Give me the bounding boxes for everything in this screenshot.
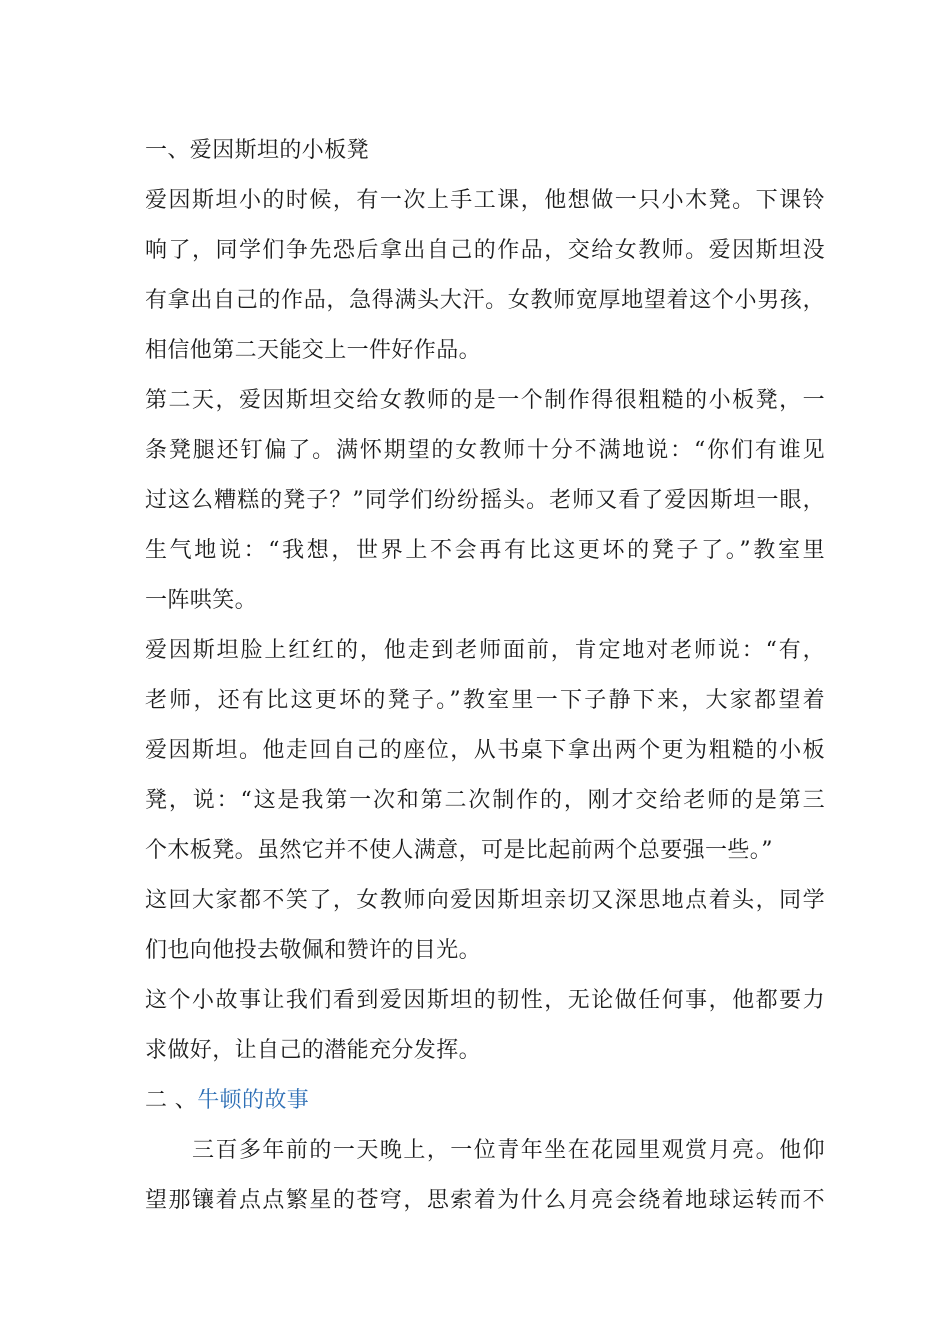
paragraph-line: 望那镶着点点繁星的苍穹，思索着为什么月亮会绕着地球运转而不 (145, 1188, 825, 1213)
paragraph-line: 爱因斯坦脸上红红的，他走到老师面前，肯定地对老师说：“有， (145, 638, 825, 663)
paragraph-line: 们也向他投去敬佩和赞许的目光。 (145, 938, 482, 963)
paragraph-line: 老师，还有比这更坏的凳子。”教室里一下子静下来，大家都望着 (145, 688, 825, 713)
section-2-heading (145, 1081, 825, 1131)
paragraph-line: 爱因斯坦。他走回自己的座位，从书桌下拿出两个更为粗糙的小板 (145, 738, 825, 763)
paragraph-line: 有拿出自己的作品，急得满头大汗。女教师宽厚地望着这个小男孩， (145, 288, 825, 313)
section-2-heading-title[interactable]: 牛顿的故事 (197, 1088, 310, 1113)
paragraph-line: 响了，同学们争先恐后拿出自己的作品，交给女教师。爱因斯坦没 (145, 238, 825, 263)
paragraph-line: 个木板凳。虽然它并不使人满意，可是比起前两个总要强一些。” (145, 838, 773, 863)
paragraph-line: 求做好，让自己的潜能充分发挥。 (145, 1038, 482, 1063)
section-2-heading-prefix: 二 、 (145, 1088, 198, 1113)
paragraph-line: 条凳腿还钉偏了。满怀期望的女教师十分不满地说：“你们有谁见 (145, 438, 825, 463)
paragraph-line: 第二天，爱因斯坦交给女教师的是一个制作得很粗糙的小板凳，一 (145, 388, 825, 413)
paragraph-line: 这个小故事让我们看到爱因斯坦的韧性，无论做任何事，他都要力 (145, 988, 825, 1013)
document-body (145, 131, 825, 1231)
paragraph-line: 一阵哄笑。 (145, 588, 258, 613)
paragraph-line: 三百多年前的一天晚上，一位青年坐在花园里观赏月亮。他仰 (145, 1138, 825, 1163)
paragraph-line: 生气地说：“我想，世界上不会再有比这更坏的凳子了。”教室里 (145, 538, 825, 563)
paragraph-line: 凳，说：“这是我第一次和第二次制作的，刚才交给老师的是第三 (145, 788, 825, 813)
paragraph-line: 这回大家都不笑了，女教师向爱因斯坦亲切又深思地点着头，同学 (145, 888, 825, 913)
paragraph-line: 爱因斯坦小的时候，有一次上手工课，他想做一只小木凳。下课铃 (145, 188, 825, 213)
paragraph-line: 过这么糟糕的凳子？”同学们纷纷摇头。老师又看了爱因斯坦一眼， (145, 488, 825, 513)
section-1-heading: 一、爱因斯坦的小板凳 (145, 138, 370, 163)
paragraph-line: 相信他第二天能交上一件好作品。 (145, 338, 482, 363)
